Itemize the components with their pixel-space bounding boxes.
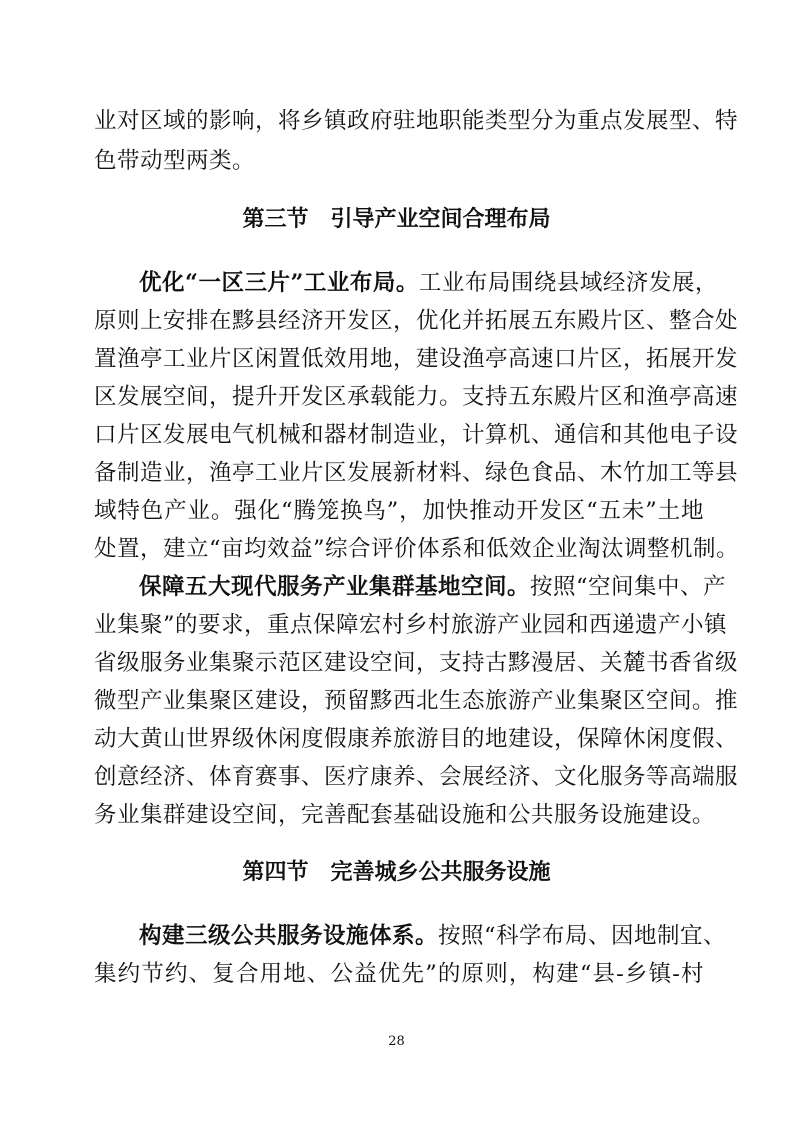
s3-p1-line-8: 处置，建立“亩均效益”综合评价体系和低效企业淘汰调整机制。	[94, 536, 740, 562]
s3-p1-line-2: 原则上安排在黟县经济开发区，优化并拓展五东殿片区、整合处	[94, 308, 739, 334]
section-3-heading: 第三节 引导产业空间合理布局	[242, 207, 551, 232]
s3-p1-first-line	[139, 268, 718, 298]
s3-p1-line-5: 口片区发展电气机械和器材制造业，计算机、通信和其他电子设	[94, 422, 739, 448]
page-number: 28	[388, 1034, 405, 1049]
s3-p2-line-5: 动大黄山世界级休闲度假康养旅游目的地建设，保障休闲度假、	[94, 726, 739, 752]
s3-p2-lead: 保障五大现代服务产业集群基地空间。	[139, 574, 531, 600]
s4-p1-line-2: 集约节约、复合用地、公益优先”的原则，构建“县-乡镇-村	[94, 961, 704, 987]
s3-p1-line-3: 置渔亭工业片区闲置低效用地，建设渔亭高速口片区，拓展开发	[94, 346, 739, 372]
s3-p2-line-7: 务业集群建设空间，完善配套基础设施和公共服务设施建设。	[94, 802, 716, 828]
s3-p2-first-line	[139, 572, 727, 602]
s4-p1-first-rest: 按照“科学布局、因地制宜、	[438, 923, 727, 949]
s3-p2-line-4: 微型产业集聚区建设，预留黟西北生态旅游产业集聚区空间。推	[94, 688, 739, 714]
s3-p2-line-2: 业集聚”的要求，重点保障宏村乡村旅游产业园和西递遗产小镇	[94, 612, 728, 638]
section-4-heading: 第四节 完善城乡公共服务设施	[242, 860, 551, 885]
s3-p1-line-6: 备制造业，渔亭工业片区发展新材料、绿色食品、木竹加工等县	[94, 460, 739, 486]
s4-p1-lead: 构建三级公共服务设施体系。	[139, 923, 439, 949]
s3-p1-line-7: 域特色产业。强化“腾笼换鸟”，加快推动开发区“五未”土地	[94, 498, 704, 524]
s3-p1-lead: 优化“一区三片”工业布局。	[139, 270, 419, 296]
s3-p1-first-rest: 工业布局围绕县域经济发展，	[418, 270, 718, 296]
s3-p2-line-6: 创意经济、体育赛事、医疗康养、会展经济、文化服务等高端服	[94, 764, 739, 790]
s3-p2-first-rest: 按照“空间集中、产	[530, 574, 727, 600]
intro-line-1: 业对区域的影响，将乡镇政府驻地职能类型分为重点发展型、特	[94, 108, 739, 134]
s4-p1-first-line	[139, 921, 727, 951]
intro-line-2: 色带动型两类。	[94, 148, 256, 174]
s3-p2-line-3: 省级服务业集聚示范区建设空间，支持古黟漫居、关麓书香省级	[94, 650, 739, 676]
s3-p1-line-4: 区发展空间，提升开发区承载能力。支持五东殿片区和渔亭高速	[94, 384, 739, 410]
